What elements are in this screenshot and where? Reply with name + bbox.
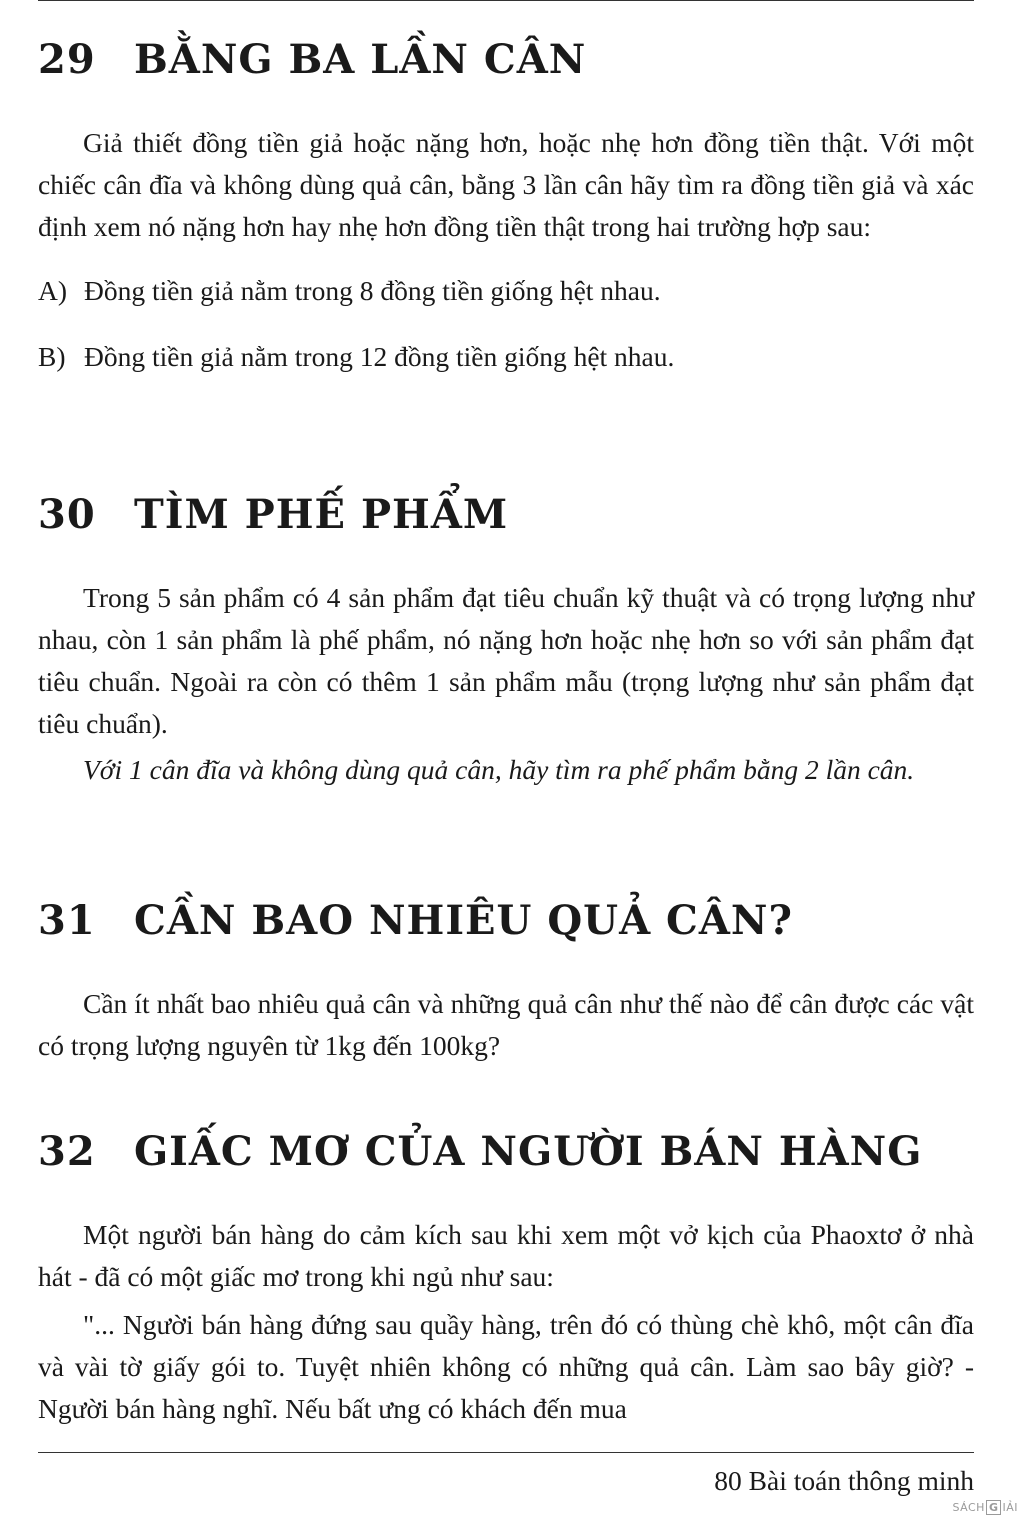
- list-item-text: Đồng tiền giả nằm trong 12 đồng tiền giống hệt nhau.: [84, 341, 675, 372]
- section-number: 30: [38, 491, 96, 538]
- section-title: TÌM PHẾ PHẨM: [134, 491, 509, 538]
- section-30: [38, 491, 974, 791]
- section-heading: [38, 897, 974, 945]
- watermark-g-icon: G: [986, 1500, 1002, 1515]
- section-paragraph: Giả thiết đồng tiền giả hoặc nặng hơn, hoặc nhẹ hơn đồng tiền thật. Với một chiếc cân đĩa và không dùng quả cân, bằng 3 lần cân hãy tìm ra đồng tiền giả và xác định xem nó nặng hơn hay nhẹ hơn đồng tiền thật trong hai trường hợp sau:: [38, 127, 974, 242]
- section-title: GIẤC MƠ CỦA NGƯỜI BÁN HÀNG: [134, 1128, 923, 1175]
- section-question: Với 1 cân đĩa và không dùng quả cân, hãy tìm ra phế phẩm bằng 2 lần cân.: [83, 754, 915, 785]
- list-item-label: A): [38, 275, 68, 306]
- watermark-text-left: SÁCH: [952, 1501, 985, 1514]
- list-item-text: Đồng tiền giả nằm trong 8 đồng tiền giống hệt nhau.: [84, 275, 661, 306]
- section-title: CẦN BAO NHIÊU QUẢ CÂN?: [134, 897, 793, 944]
- section-31: [38, 897, 974, 1067]
- footer-book-title: 80 Bài toán thông minh: [714, 1465, 974, 1496]
- section-title: BẰNG BA LẦN CÂN: [134, 36, 587, 83]
- section-paragraph: Một người bán hàng do cảm kích sau khi xem một vở kịch của Phaoxtơ ở nhà hát - đã có một giấc mơ trong khi ngủ như sau:: [38, 1219, 974, 1292]
- section-32: [38, 1128, 974, 1430]
- section-number: 31: [38, 897, 96, 944]
- section-heading: [38, 491, 974, 539]
- section-quote: "... Người bán hàng đứng sau quầy hàng, trên đó có thùng chè khô, một cân đĩa và vài tờ giấy gói to. Tuyệt nhiên không có những quả cân. Làm sao bây giờ? - Người bán hàng nghĩ. Nếu bất ưng có khách đến mua: [38, 1309, 974, 1424]
- section-paragraph: Cần ít nhất bao nhiêu quả cân và những quả cân như thế nào để cân được các vật có trọng lượng nguyên từ 1kg đến 100kg?: [38, 988, 974, 1061]
- footer-rule: [38, 1452, 974, 1453]
- list-item: [38, 270, 974, 312]
- section-heading: [38, 1128, 974, 1176]
- top-rule: [38, 0, 974, 1]
- section-number: 32: [38, 1128, 96, 1175]
- watermark-logo: [952, 1500, 1018, 1515]
- section-number: 29: [38, 36, 96, 83]
- section-paragraph: Trong 5 sản phẩm có 4 sản phẩm đạt tiêu chuẩn kỹ thuật và có trọng lượng như nhau, còn 1 sản phẩm là phế phẩm, nó nặng hơn hoặc nhẹ hơn so với sản phẩm đạt tiêu chuẩn. Ngoài ra còn có thêm 1 sản phẩm mẫu (trọng lượng như sản phẩm đạt tiêu chuẩn).: [38, 582, 974, 739]
- section-heading: [38, 36, 974, 84]
- section-29: [38, 36, 974, 378]
- list-item: [38, 336, 974, 378]
- list-item-label: B): [38, 341, 66, 372]
- watermark-text-right: IẢI: [1002, 1501, 1018, 1514]
